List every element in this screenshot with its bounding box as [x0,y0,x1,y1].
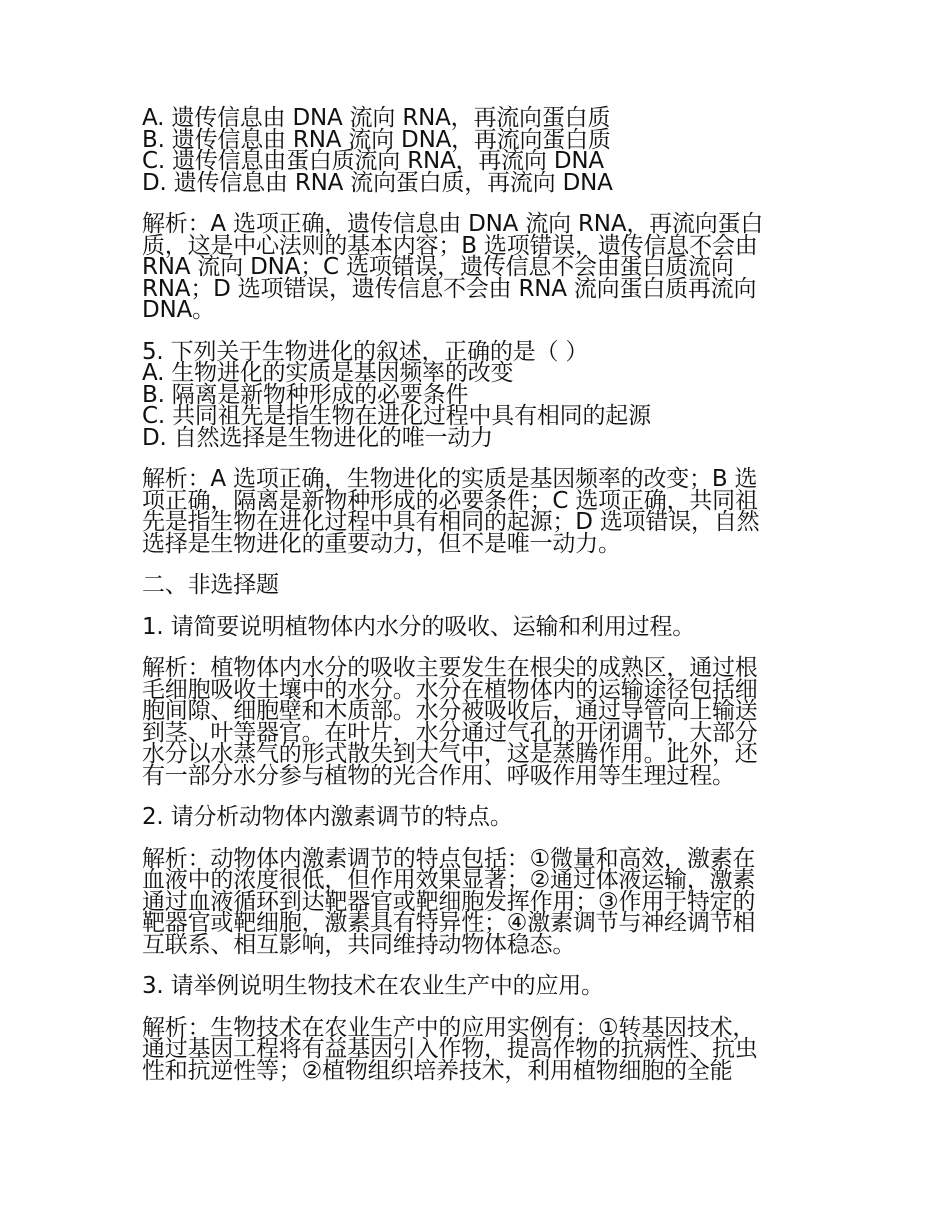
analysis-line: 互联系、相互影响，共同维持动物体稳态。 [142,931,576,958]
analysis-line: 质，这是中心法则的基本内容；B 选项错误，遗传信息不会由 [142,232,758,259]
analysis-line: 性和抗逆性等；②植物组织培养技术，利用植物细胞的全能 [142,1057,733,1084]
analysis-line: 解析：A 选项正确，生物进化的实质是基因频率的改变；B 选 [142,466,758,492]
q4-options [142,105,814,196]
analysis-line: RNA；D 选项错误，遗传信息不会由 RNA 流向蛋白质再流向 [142,275,757,302]
q5-option-d: D. 自然选择是生物进化的唯一动力 [142,424,493,451]
analysis-line: 胞间隙、细胞壁和木质部。水分被吸收后，通过导管向上输送 [142,698,758,724]
q4-option-c: C. 遗传信息由蛋白质流向 RNA，再流向 DNA [142,148,604,174]
q5-option-b: B. 隔离是新物种形成的必要条件 [142,381,469,408]
analysis-line: 解析：生物技术在农业生产中的应用实例有：①转基因技术， [142,1014,756,1041]
nq1-question: 1. 请简要说明植物体内水分的吸收、运输和利用过程。 [142,613,696,640]
document-page [142,105,814,1084]
q4-option-b: B. 遗传信息由 RNA 流向 DNA，再流向蛋白质 [142,126,611,153]
analysis-line: 解析：动物体内激素调节的特点包括：①微量和高效，激素在 [142,845,756,872]
q5-option-c: C. 共同祖先是指生物在进化过程中具有相同的起源 [142,403,651,429]
analysis-line: 毛细胞吸收土壤中的水分。水分在植物体内的运输途径包括细 [142,676,758,703]
analysis-line: 项正确，隔离是新物种形成的必要条件；C 选项正确，共同祖 [142,487,758,514]
analysis-line: 先是指生物在进化过程中具有相同的起源；D 选项错误，自然 [142,509,760,535]
q5-question: 5. 下列关于生物进化的叙述，正确的是（ ） [142,338,589,365]
nq1-analysis [142,655,814,789]
q4-option-a: A. 遗传信息由 DNA 流向 RNA，再流向蛋白质 [142,105,611,131]
analysis-line: 靶器官或靶细胞，激素具有特异性；④激素调节与神经调节相 [142,910,756,936]
q5-option-a: A. 生物进化的实质是基因频率的改变 [142,360,514,386]
analysis-line: 解析：植物体内水分的吸收主要发生在根尖的成熟区，通过根 [142,655,758,681]
analysis-line: 有一部分水分参与植物的光合作用、呼吸作用等生理过程。 [142,762,735,789]
analysis-line: 到茎、叶等器官。在叶片，水分通过气孔的开闭调节，大部分 [142,719,758,746]
q5-block [142,338,814,451]
analysis-line: 选择是生物进化的重要动力，但不是唯一动力。 [142,530,621,557]
analysis-line: 血液中的浓度很低，但作用效果显著；②通过体液运输，激素 [142,867,756,893]
q4-option-d: D. 遗传信息由 RNA 流向蛋白质，再流向 DNA [142,169,613,196]
analysis-line: 通过基因工程将有益基因引入作物，提高作物的抗病性、抗虫 [142,1036,758,1062]
q5-analysis [142,466,814,557]
q4-analysis [142,211,814,323]
analysis-line: DNA。 [142,297,215,323]
analysis-line: 通过血液循环到达靶器官或靶细胞发挥作用；③作用于特定的 [142,888,756,915]
nq2-question: 2. 请分析动物体内激素调节的特点。 [142,804,513,830]
analysis-line: 水分以水蒸气的形式散失到大气中，这是蒸腾作用。此外，还 [142,741,758,767]
nq2-analysis [142,845,814,958]
analysis-line: 解析：A 选项正确，遗传信息由 DNA 流向 RNA，再流向蛋白 [142,211,764,237]
analysis-line: RNA 流向 DNA；C 选项错误，遗传信息不会由蛋白质流向 [142,254,734,280]
nq3-analysis [142,1014,814,1084]
section-title: 二、非选择题 [142,572,279,598]
nq3-question: 3. 请举例说明生物技术在农业生产中的应用。 [142,973,604,999]
